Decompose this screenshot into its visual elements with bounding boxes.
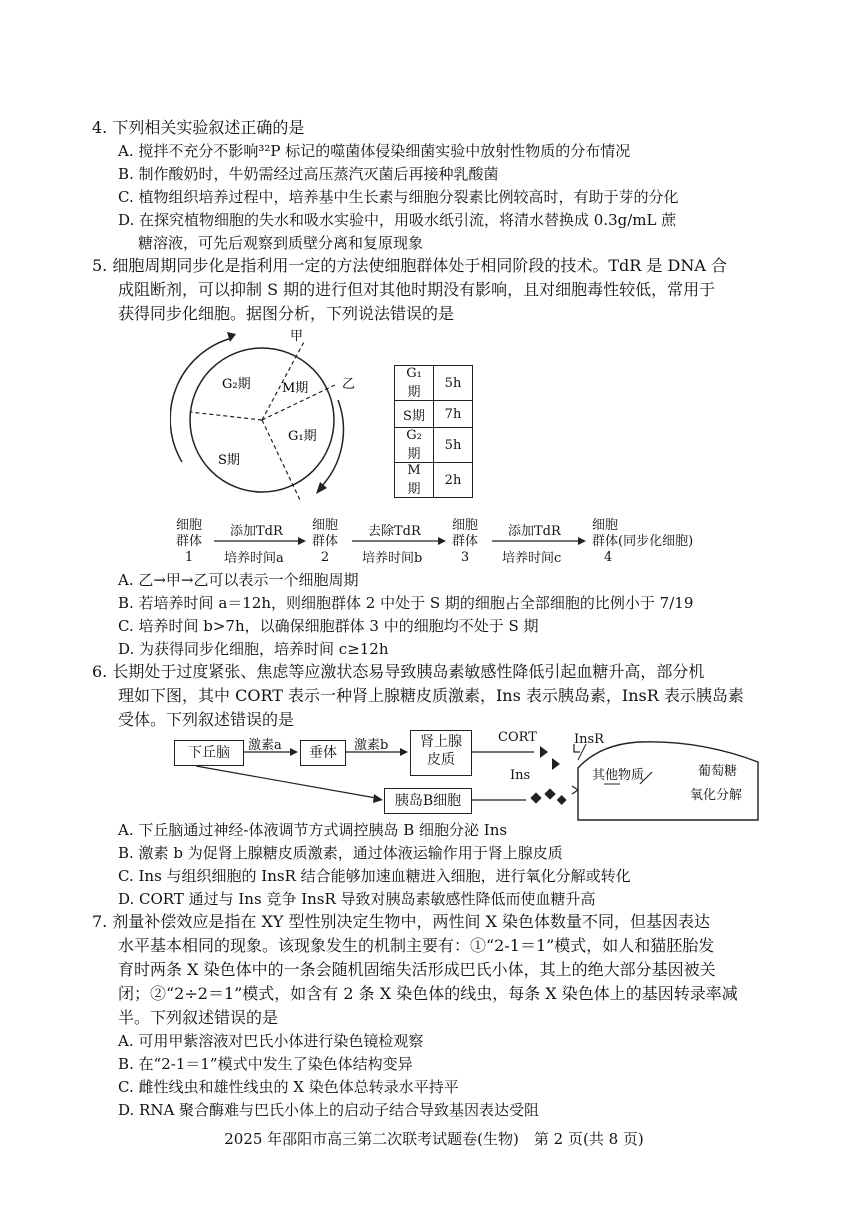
cycle-label-g2: G₂期: [222, 377, 251, 392]
flow-text: 群体: [312, 534, 339, 549]
table-cell: 5h: [434, 366, 473, 401]
glucose-label: 葡萄糖: [698, 764, 738, 779]
flow-text: 群体(同步化细胞): [592, 534, 694, 549]
q7-option-d: D. RNA 聚合酶难与巴氏小体上的启动子结合导致基因表达受阻: [118, 1101, 540, 1119]
flow-arrow2-top: 去除TdR: [368, 524, 421, 539]
hormone-a-label: 激素a: [248, 738, 282, 753]
flow-text: 3: [460, 550, 470, 565]
box-text: 肾上腺: [420, 734, 462, 750]
flow-text: 细胞: [176, 518, 203, 533]
oxidation-label: 氧化分解: [690, 788, 743, 803]
q4-option-d: D. 在探究植物细胞的失水和吸水实验中，用吸水纸引流，将清水替换成 0.3g/mL 蔗: [118, 211, 677, 229]
hormone-b-label: 激素b: [354, 738, 389, 753]
table-cell: S期: [395, 401, 434, 428]
q7-option-a: A. 可用甲紫溶液对巴氏小体进行染色镜检观察: [118, 1032, 424, 1050]
cort-label: CORT: [498, 730, 537, 745]
insr-label: InsR: [574, 732, 604, 747]
q4-stem: 4. 下列相关实验叙述正确的是: [92, 118, 305, 137]
flow-arrow1-top: 添加TdR: [230, 524, 283, 539]
q5-stem-line1: 5. 细胞周期同步化是指利用一定的方法使细胞群体处于相同阶段的技术。TdR 是 DNA 合: [92, 256, 727, 275]
q6-stem-line2: 理如下图，其中 CORT 表示一种肾上腺糖皮质激素，Ins 表示胰岛素，InsR 表示胰岛素: [118, 686, 744, 705]
q6-option-b: B. 激素 b 为促肾上腺糖皮质激素，通过体液运输作用于肾上腺皮质: [118, 844, 563, 862]
q5-option-d: D. 为获得同步化细胞，培养时间 c≥12h: [118, 640, 389, 658]
q5-stem-line2: 成阻断剂，可以抑制 S 期的进行但对其他时期没有影响，且对细胞毒性较低，常用于: [118, 280, 716, 299]
q7-stem-line2: 水平基本相同的现象。该现象发生的机制主要有：①“2-1＝1”模式，如人和猫胚胎发: [118, 936, 715, 955]
table-cell: 7h: [434, 401, 473, 428]
q7-stem-line1: 7. 剂量补偿效应是指在 XY 型性别决定生物中，两性间 X 染色体数量不同，但基因表达: [92, 912, 711, 931]
flow-arrow1-bottom: 培养时间a: [224, 551, 284, 566]
flow-arrow2-bottom: 培养时间b: [362, 551, 423, 566]
cycle-label-m: M期: [282, 381, 309, 396]
table-cell: G₁期: [395, 366, 434, 401]
table-cell: 5h: [434, 428, 473, 463]
q7-stem-line3: 育时两条 X 染色体中的一条会随机固缩失活形成巴氏小体，其上的绝大部分基因被关: [118, 960, 716, 979]
other-substance-label: 其他物质: [592, 768, 645, 783]
flow-arrow3-top: 添加TdR: [508, 524, 561, 539]
flow-text: 群体: [176, 534, 203, 549]
flow-text: 1: [184, 550, 194, 565]
flow-text: 细胞: [312, 518, 339, 533]
beta-cell-box: 胰岛B细胞: [384, 788, 472, 814]
q5-option-b: B. 若培养时间 a＝12h，则细胞群体 2 中处于 S 期的细胞占全部细胞的比例小于 7/19: [118, 594, 694, 612]
flow-arrow3-bottom: 培养时间c: [502, 551, 562, 566]
table-cell: M期: [395, 463, 434, 498]
q7-stem-line4: 闭；②“2÷2＝1”模式，如含有 2 条 X 染色体的线虫，每条 X 染色体上的基因转录率减: [118, 984, 738, 1003]
q5-stem-line3: 获得同步化细胞。据图分析，下列说法错误的是: [118, 304, 455, 323]
q7-stem-line5: 半。下列叙述错误的是: [118, 1008, 279, 1027]
cycle-label-jia: 甲: [290, 329, 304, 344]
q6-option-c: C. Ins 与组织细胞的 InsR 结合能够加速血糖进入细胞，进行氧化分解或转化: [118, 867, 631, 885]
q6-option-a: A. 下丘脑通过神经-体液调节方式调控胰岛 B 细胞分泌 Ins: [118, 821, 508, 839]
flow-text: 细胞: [452, 518, 479, 533]
cycle-label-g1: G₁期: [288, 429, 317, 444]
flow-text: 群体: [452, 534, 479, 549]
box-text: 皮质: [427, 752, 455, 768]
cycle-label-yi: 乙: [342, 377, 356, 392]
q4-option-b: B. 制作酸奶时，牛奶需经过高压蒸汽灭菌后再接种乳酸菌: [118, 165, 499, 183]
q6-stem-line1: 6. 长期处于过度紧张、焦虑等应激状态易导致胰岛素敏感性降低引起血糖升高，部分机: [92, 662, 705, 681]
q4-option-d-cont: 糖溶液，可先后观察到质壁分离和复原现象: [138, 234, 424, 252]
table-cell: 2h: [434, 463, 473, 498]
flow-text: 细胞: [592, 518, 619, 533]
hypothalamus-box: 下丘脑: [174, 740, 244, 766]
q4-option-c: C. 植物组织培养过程中，培养基中生长素与细胞分裂素比例较高时，有助于芽的分化: [118, 188, 679, 206]
adrenal-cortex-box: [410, 730, 472, 776]
q5-option-a: A. 乙→甲→乙可以表示一个细胞周期: [118, 571, 359, 589]
q5-option-c: C. 培养时间 b>7h，以确保细胞群体 3 中的细胞均不处于 S 期: [118, 617, 539, 635]
flow-text: 2: [320, 550, 330, 565]
q7-option-b: B. 在“2-1＝1”模式中发生了染色体结构变异: [118, 1055, 413, 1073]
q6-option-d: D. CORT 通过与 Ins 竞争 InsR 导致对胰岛素敏感性降低而使血糖升高: [118, 890, 596, 908]
flow-text: 4: [604, 550, 613, 565]
q4-option-a: A. 搅拌不充分不影响³²P 标记的噬菌体侵染细菌实验中放射性物质的分布情况: [118, 142, 631, 160]
page-footer: 2025 年邵阳市高三第二次联考试题卷(生物) 第 2 页(共 8 页): [224, 1130, 644, 1148]
table-cell: G₂期: [395, 428, 434, 463]
q6-stem-line3: 受体。下列叙述错误的是: [118, 710, 295, 729]
q7-option-c: C. 雌性线虫和雄性线虫的 X 染色体总转录水平持平: [118, 1078, 459, 1096]
pituitary-box: 垂体: [300, 740, 346, 766]
cycle-label-s: S期: [218, 453, 240, 468]
ins-label: Ins: [510, 768, 531, 783]
